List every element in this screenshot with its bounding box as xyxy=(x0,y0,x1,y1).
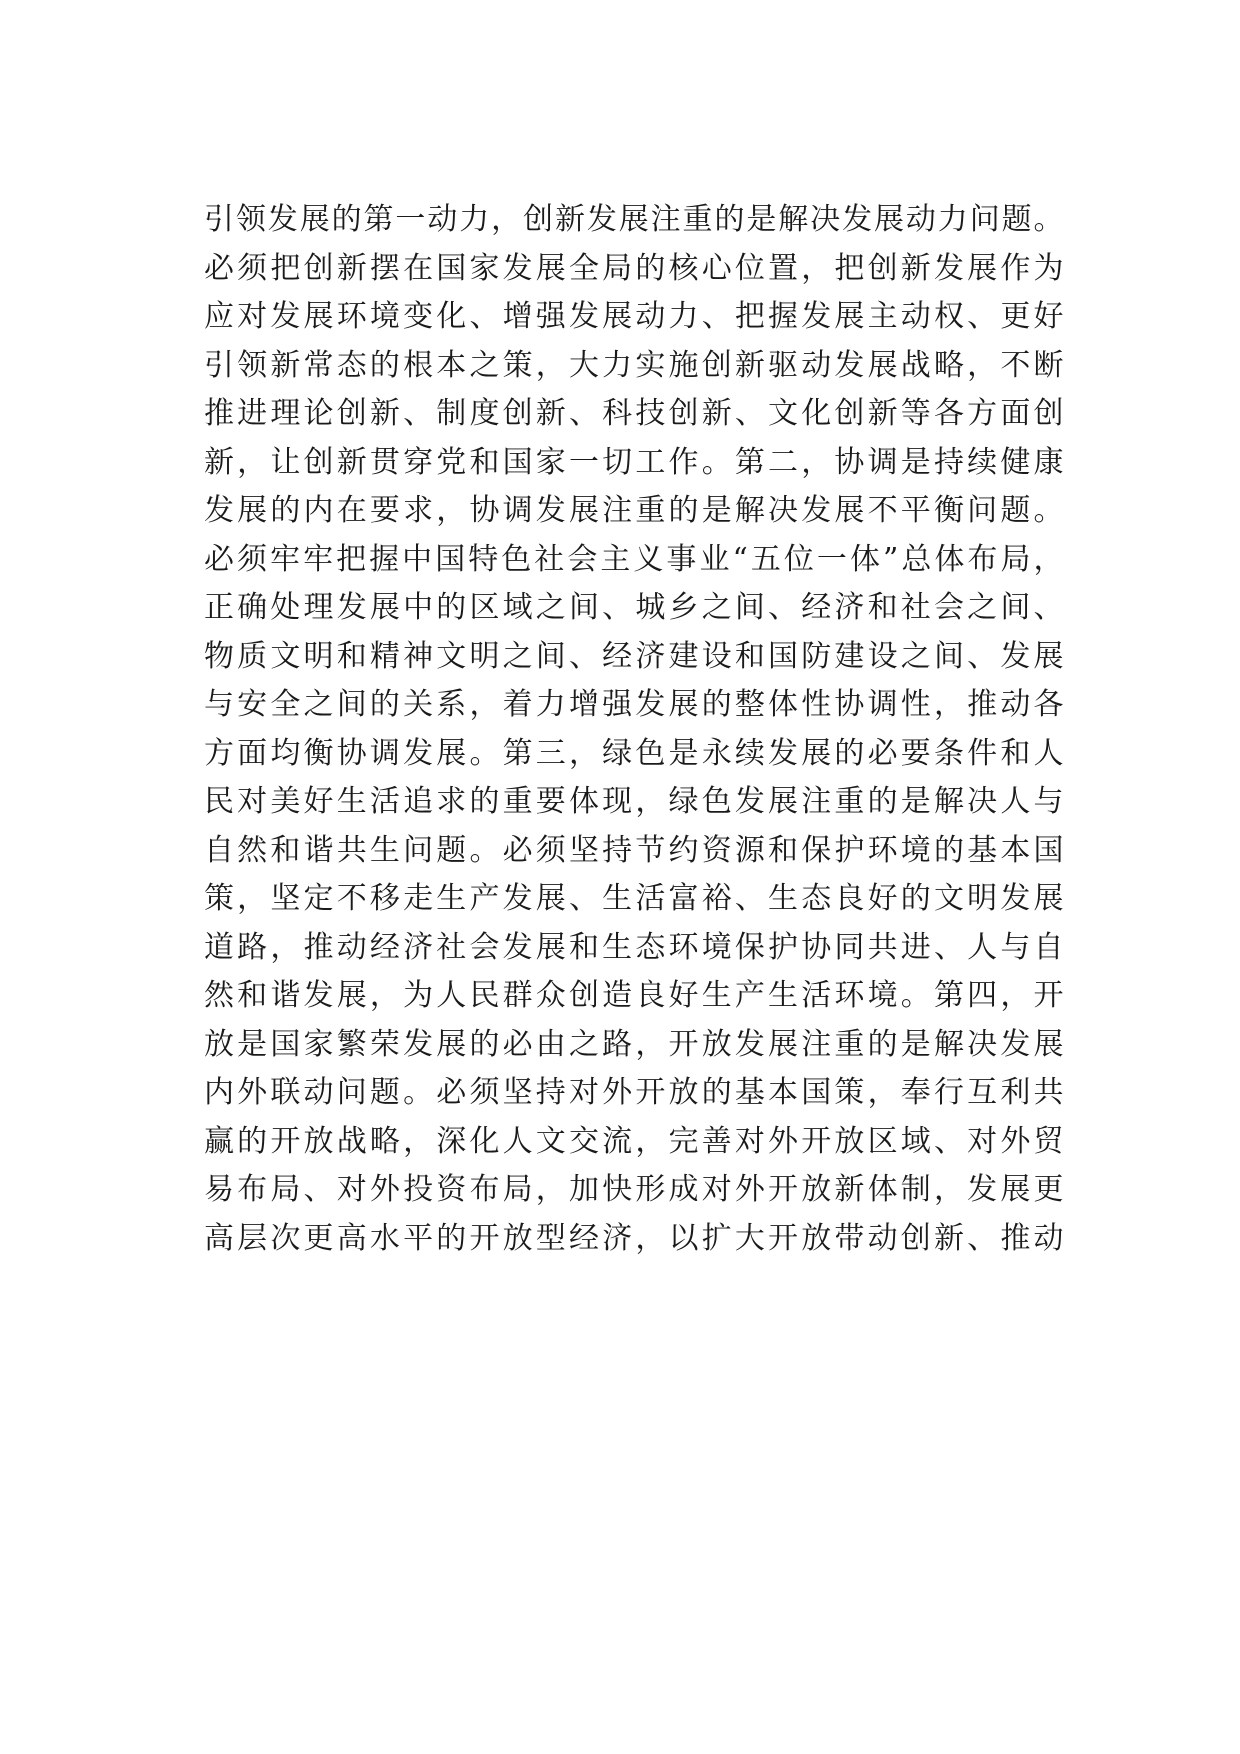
text-line: 正确处理发展中的区域之间、城乡之间、经济和社会之间、 xyxy=(204,590,1064,625)
text-line: 易布局、对外投资布局，加快形成对外开放新体制，发展更 xyxy=(204,1172,1064,1207)
text-line: 物质文明和精神文明之间、经济建设和国防建设之间、发展 xyxy=(204,638,1064,674)
text-line: 自然和谐共生问题。必须坚持节约资源和保护环境的基本国 xyxy=(204,832,1064,868)
text-line: 必须牢牢把握中国特色社会主义事业“五位一体”总体布局， xyxy=(204,541,1064,577)
text-line: 高层次更高水平的开放型经济，以扩大开放带动创新、推动 xyxy=(204,1220,1064,1256)
text-line: 策，坚定不移走生产发展、生活富裕、生态良好的文明发展 xyxy=(204,881,1064,916)
text-line: 发展的内在要求，协调发展注重的是解决发展不平衡问题。 xyxy=(204,493,1064,528)
body-text xyxy=(204,196,1064,1263)
text-line: 方面均衡协调发展。第三，绿色是永续发展的必要条件和人 xyxy=(204,735,1064,771)
text-line: 然和谐发展，为人民群众创造良好生产生活环境。第四，开 xyxy=(204,978,1064,1013)
text-line: 民对美好生活追求的重要体现，绿色发展注重的是解决人与 xyxy=(204,784,1064,819)
text-line: 应对发展环境变化、增强发展动力、把握发展主动权、更好 xyxy=(204,299,1064,334)
text-line: 内外联动问题。必须坚持对外开放的基本国策，奉行互利共 xyxy=(204,1075,1064,1110)
text-line: 引领发展的第一动力，创新发展注重的是解决发展动力问题。 xyxy=(204,202,1064,237)
text-line: 推进理论创新、制度创新、科技创新、文化创新等各方面创 xyxy=(204,396,1064,431)
text-line: 引领新常态的根本之策，大力实施创新驱动发展战略，不断 xyxy=(204,347,1064,383)
text-line: 必须把创新摆在国家发展全局的核心位置，把创新发展作为 xyxy=(204,250,1064,286)
text-line: 与安全之间的关系，着力增强发展的整体性协调性，推动各 xyxy=(204,687,1064,722)
text-line: 新，让创新贯穿党和国家一切工作。第二，协调是持续健康 xyxy=(204,444,1064,480)
text-line: 道路，推动经济社会发展和生态环境保护协同共进、人与自 xyxy=(204,929,1064,965)
text-line: 赢的开放战略，深化人文交流，完善对外开放区域、对外贸 xyxy=(204,1123,1064,1159)
text-line: 放是国家繁荣发展的必由之路，开放发展注重的是解决发展 xyxy=(204,1026,1064,1062)
